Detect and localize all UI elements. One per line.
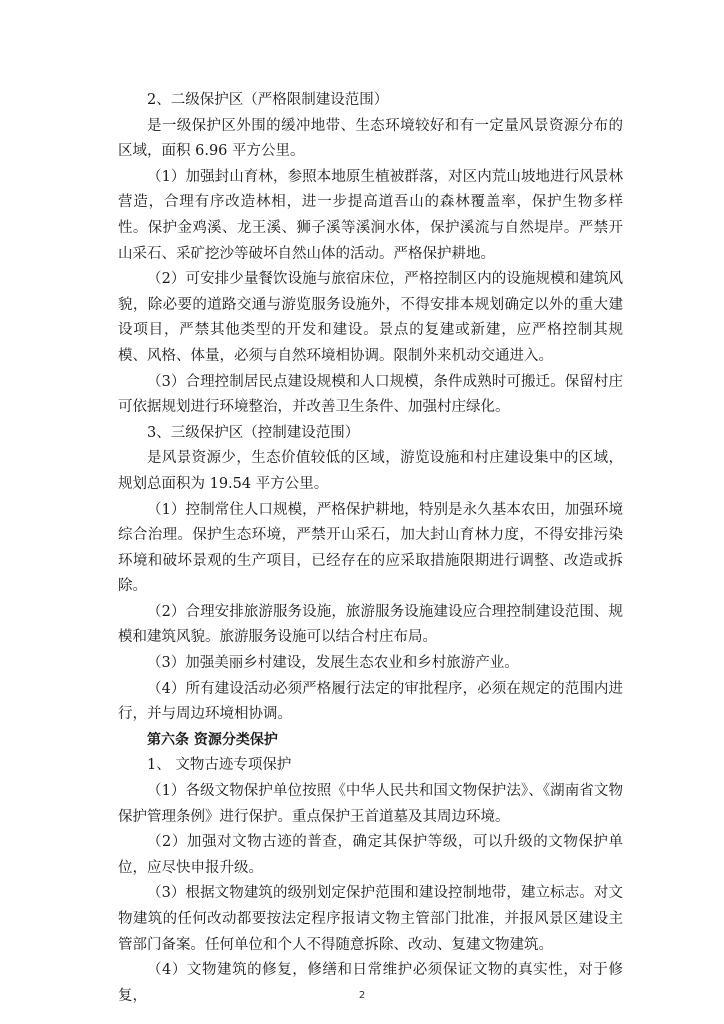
paragraph-level2-description: 是一级保护区外围的缓冲地带、生态环境较好和有一定量风景资源分布的区域，面积 6.96 平方公里。 (118, 117, 623, 160)
paragraph-level3-item1: （1）控制常住人口规模，严格保护耕地，特别是永久基本农田，加强环境综合治理。保护生态环境，严禁开山采石，加大封山育林力度，不得安排污染环境和破坏景观的生产项目，已经存在的应采取措施限期进行调整、改造或拆除。 (118, 501, 623, 595)
paragraph-level3-item4: （4）所有建设活动必须严格履行法定的审批程序，必须在规定的范围内进行，并与周边环境相协调。 (118, 680, 623, 723)
paragraph-relics-item2: （2）加强对文物古迹的普查，确定其保护等级，可以升级的文物保护单位，应尽快申报升级。 (118, 834, 623, 876)
section-subheading-relics: 1、 文物古迹专项保护 (147, 757, 292, 774)
page-body (118, 88, 623, 1009)
paragraph-level2-item1: （1）加强封山育林，参照本地原生植被群落，对区内荒山坡地进行风景林营造，合理有序改造林相，进一步提高道吾山的森林覆盖率，保护生物多样性。保护金鸡溪、龙王溪、狮子溪等溪涧水体，保护溪流与自然堤岸。严禁开山采石、采矿挖沙等破坏自然山体的活动。严格保护耕地。 (118, 168, 623, 262)
paragraph-relics-item4: （4）文物建筑的修复，修缮和日常维护必须保证文物的真实性，对于修复， (118, 962, 623, 1004)
page-number: 2 (358, 990, 366, 1001)
section-subheading-level2: 2、二级保护区（严格限制建设范围） (147, 92, 389, 108)
paragraph-relics-item1: （1）各级文物保护单位按照《中华人民共和国文物保护法》、《湖南省文物保护管理条例》进行保护。重点保护王首道墓及其周边环境。 (118, 783, 623, 825)
paragraph-level2-item3: （3）合理控制居民点建设规模和人口规模，条件成熟时可搬迁。保留村庄可依据规划进行环境整治，并改善卫生条件、加强村庄绿化。 (118, 373, 623, 416)
paragraph-level3-item2: （2）合理安排旅游服务设施，旅游服务设施建设应合理控制建设范围、规模和建筑风貌。旅游服务设施可以结合村庄布局。 (118, 603, 623, 646)
paragraph-level3-item3: （3）加强美丽乡村建设，发展生态农业和乡村旅游产业。 (147, 655, 519, 672)
paragraph-level3-description: 是风景资源少，生态价值较低的区域，游览设施和村庄建设集中的区域，规划总面积为 19.54 平方公里。 (118, 450, 623, 492)
paragraph-level2-item2: （2）可安排少量餐饮设施与旅宿床位，严格控制区内的设施规模和建筑风貌，除必要的道路交通与游览服务设施外，不得安排本规划确定以外的重大建设项目，严禁其他类型的开发和建设。景点的复建或新建，应严格控制其规模、风格、体量，必须与自然环境相协调。限制外来机动交通进入。 (118, 271, 623, 364)
section-subheading-level3: 3、三级保护区（控制建设范围） (147, 424, 360, 441)
article-heading: 第六条 资源分类保护 (147, 731, 278, 748)
paragraph-relics-item3: （3）根据文物建筑的级别划定保护范围和建设控制地带，建立标志。对文物建筑的任何改动都要按法定程序报请文物主管部门批准，并报风景区建设主管部门备案。任何单位和个人不得随意拆除、改动、复建文物建筑。 (118, 885, 623, 953)
